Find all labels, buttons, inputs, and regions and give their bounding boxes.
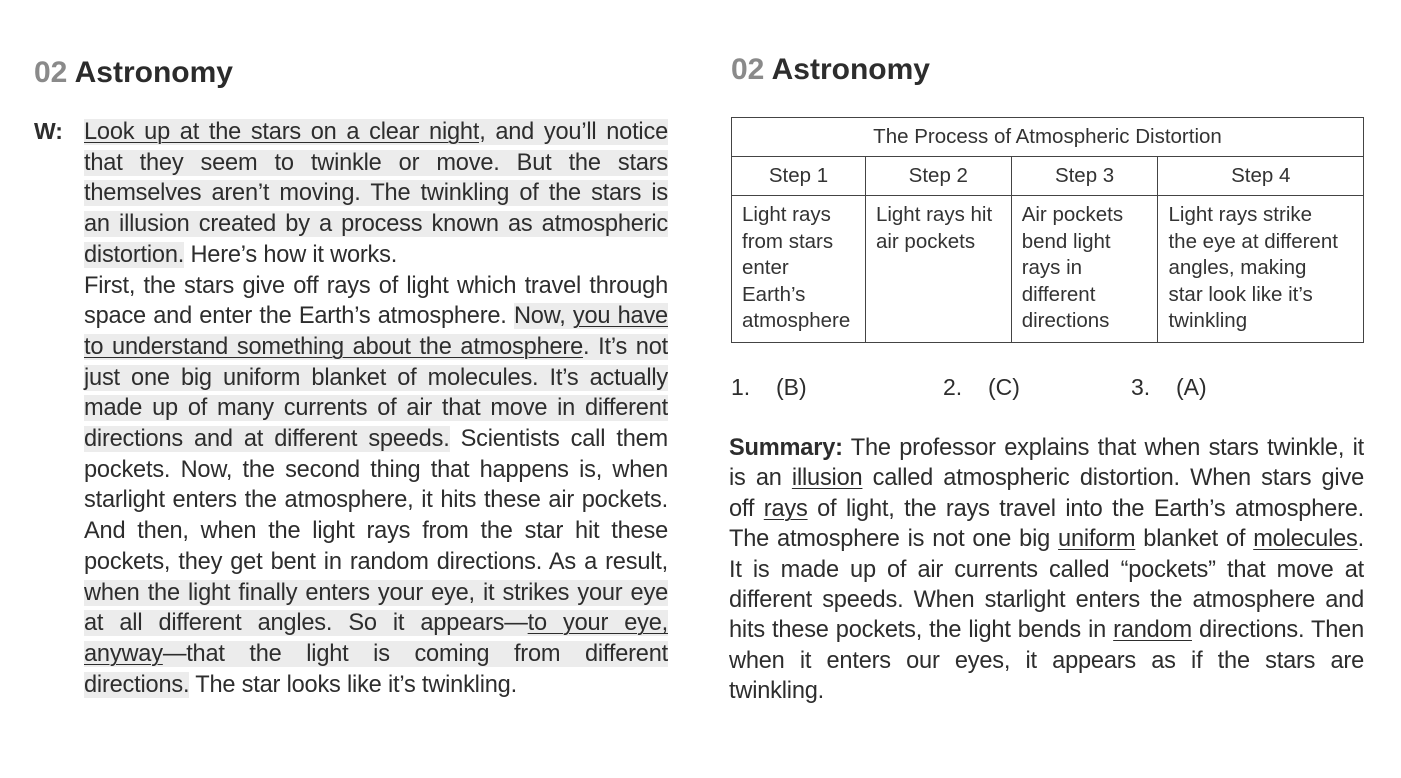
summary-keyword: uniform: [1058, 526, 1136, 553]
cell-line: star look like it’s: [1168, 282, 1313, 306]
table-title: The Process of Atmospheric Distortion: [732, 118, 1364, 157]
transcript-text: First, the stars give off rays of light which travel through space and enter the Earth’s atmosphere.: [84, 272, 668, 330]
summary-label: Summary:: [729, 435, 843, 461]
answer-3-number: 3.: [1131, 374, 1151, 400]
answer-2-value: (C): [988, 374, 1020, 400]
left-section-title: Astronomy: [74, 56, 233, 89]
table-cell-step-1: [732, 196, 866, 343]
highlighted-text: when the light finally enters your eye, it strikes your eye at all different angles. So it appears—: [84, 579, 668, 637]
highlighted-text: Now,: [513, 303, 573, 330]
summary-text: of light, the rays travel into the Earth’s atmosphere. The atmosphere is not one big: [729, 495, 1364, 553]
right-section-title: Astronomy: [771, 53, 930, 86]
highlighted-text: you have to understand something about the atmosphere: [84, 303, 668, 360]
highlighted-text: Look up at the stars on a clear night: [84, 119, 480, 145]
table-header-step-2: Step 2: [865, 157, 1011, 196]
left-section-heading: [34, 56, 233, 90]
transcript-text: Scientists call them pockets. Now, the second thing that happens is, when starlight enters the atmosphere, it hits these air pockets. And then, when the light rays from the star hit these pockets, they get bent in random directions. As a result,: [84, 426, 668, 575]
summary-keyword: illusion: [791, 465, 863, 492]
left-section-number: 02: [34, 56, 68, 89]
speaker-label: W:: [34, 118, 63, 144]
answer-3-value: (A): [1176, 374, 1207, 400]
answer-3: [1131, 374, 1207, 401]
answer-1-number: 1.: [731, 374, 751, 400]
cell-line: enter: [742, 256, 789, 279]
table-header-step-3: Step 3: [1011, 157, 1158, 196]
cell-line: bend light: [1021, 229, 1111, 253]
transcript-paragraph: [84, 117, 668, 271]
cell-line: rays in: [1021, 256, 1083, 279]
highlighted-text: —that the light is coming from different directions.: [84, 640, 668, 698]
cell-line: atmosphere: [742, 309, 851, 332]
transcript-text: The star looks like it’s twinkling.: [189, 671, 517, 698]
table-header-step-1: Step 1: [732, 157, 866, 196]
cell-line: angles, making: [1168, 256, 1307, 279]
process-table: [731, 117, 1364, 343]
table-cell-step-4: [1158, 196, 1364, 343]
summary-keyword: molecules: [1253, 526, 1358, 553]
answer-2-number: 2.: [943, 374, 963, 400]
cell-line: Air pockets: [1021, 203, 1124, 226]
summary-keyword: random: [1113, 617, 1192, 644]
cell-line: directions: [1021, 309, 1110, 332]
answer-1: [731, 374, 807, 401]
lecture-transcript: [84, 117, 668, 700]
summary-text: . It is made up of air currents called “pockets” that move at different speeds. When starlight enters the atmosphere and hits these pockets, the light bends in: [729, 526, 1364, 644]
right-section-heading: [731, 53, 930, 87]
highlighted-text: to your eye, anyway: [84, 610, 668, 667]
right-section-number: 02: [731, 53, 765, 86]
cell-line: Earth’s: [742, 282, 806, 306]
cell-line: the eye at different: [1168, 229, 1338, 253]
cell-line: twinkling: [1168, 309, 1248, 332]
cell-line: Light rays: [742, 203, 831, 226]
summary-text: called atmospheric distortion. When stars give off: [729, 465, 1364, 522]
summary-paragraph: [729, 433, 1364, 707]
highlighted-text: , and you’ll notice that they seem to twinkle or move. But the stars themselves aren’t moving. The twinkling of the stars is an illusion created by a process known as atmospheric distortion.: [84, 119, 668, 268]
transcript-text: Here’s how it works.: [184, 241, 398, 268]
summary-text: directions. Then when it enters our eyes, it appears as if the stars are twinkling.: [729, 617, 1364, 705]
answer-2: [943, 374, 1020, 401]
table-cell-step-3: [1011, 196, 1158, 343]
cell-line: different: [1021, 282, 1096, 306]
cell-line: Light rays strike: [1168, 203, 1313, 226]
table-header-step-4: Step 4: [1158, 157, 1364, 196]
summary-block: [729, 433, 1364, 707]
cell-line: air pockets: [875, 229, 976, 253]
cell-line: Light rays hit: [875, 203, 993, 226]
transcript-paragraph: [84, 271, 668, 701]
answer-1-value: (B): [776, 374, 807, 400]
summary-keyword: rays: [763, 495, 808, 522]
table-cell-step-2: [865, 196, 1011, 343]
highlighted-text: . It’s not just one big uniform blanket of molecules. It’s actually made up of many currents of air that move in different directions and at different speeds.: [84, 333, 669, 453]
summary-text: blanket of: [1135, 526, 1254, 553]
summary-text: The professor explains that when stars twinkle, it is an: [729, 435, 1364, 492]
cell-line: from stars: [742, 229, 834, 253]
